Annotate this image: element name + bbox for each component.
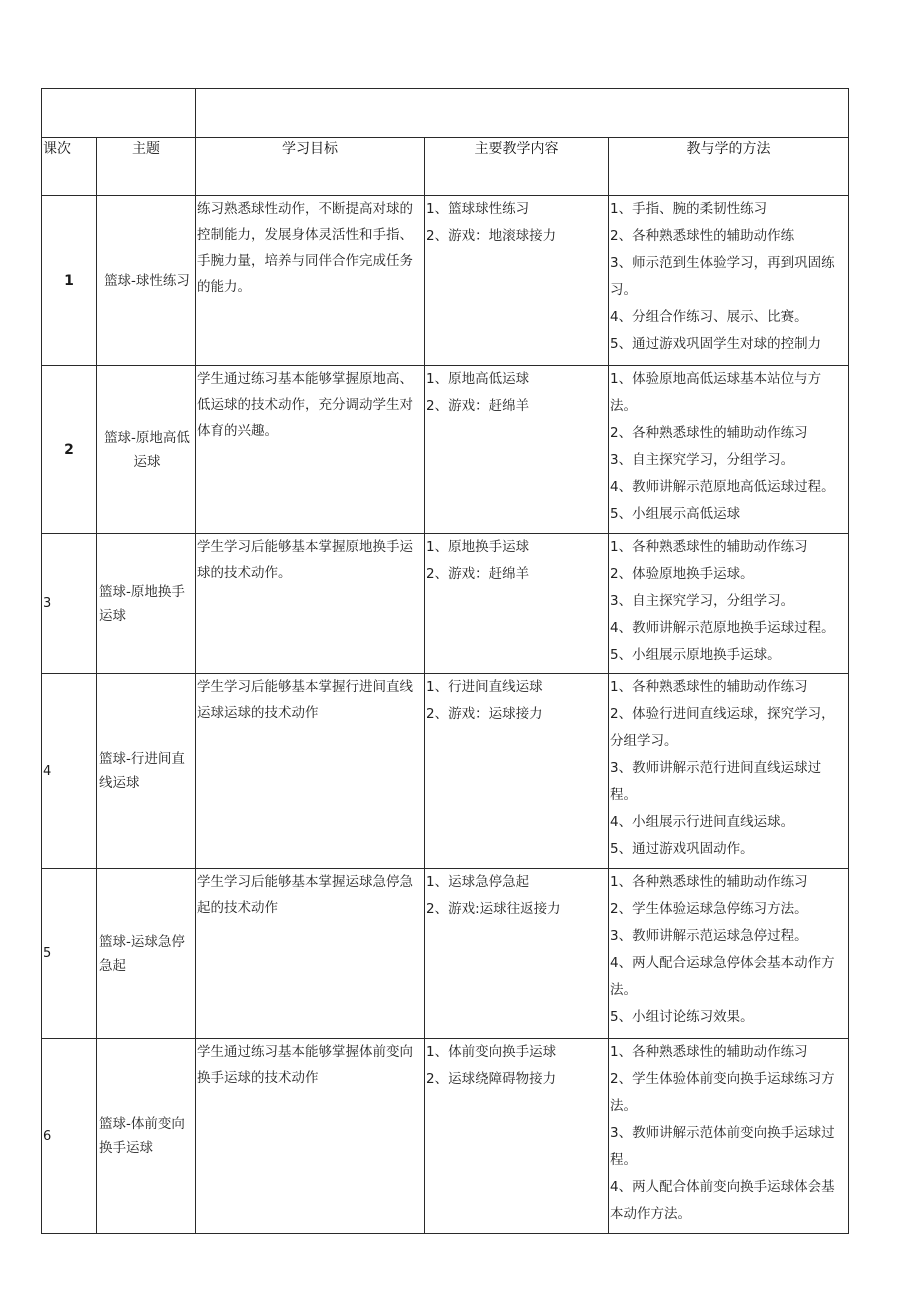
header-content: 主要教学内容 xyxy=(425,138,609,196)
teaching-method xyxy=(609,366,849,534)
method-item: 3、教师讲解示范运球急停过程。 xyxy=(610,928,808,944)
teaching-method xyxy=(609,534,849,674)
teaching-method xyxy=(609,196,849,366)
method-item: 2、体验原地换手运球。 xyxy=(610,566,754,582)
teaching-method xyxy=(609,1039,849,1234)
teaching-content xyxy=(425,534,609,674)
lesson-topic: 篮球-运球急停急起 xyxy=(97,869,196,1039)
method-item: 1、体验原地高低运球基本站位与方法。 xyxy=(610,371,822,414)
table-row xyxy=(42,534,849,674)
method-item: 4、分组合作练习、展示、比赛。 xyxy=(610,309,808,325)
table-row xyxy=(42,196,849,366)
lesson-number: 1 xyxy=(42,196,97,366)
content-item: 1、运球急停急起 xyxy=(426,874,530,890)
teaching-method xyxy=(609,869,849,1039)
lesson-number: 2 xyxy=(42,366,97,534)
table-row xyxy=(42,366,849,534)
header-goal: 学习目标 xyxy=(196,138,425,196)
content-item: 2、游戏：运球接力 xyxy=(426,706,543,722)
method-item: 4、小组展示行进间直线运球。 xyxy=(610,814,795,830)
content-item: 2、游戏：地滚球接力 xyxy=(426,228,557,244)
method-item: 5、通过游戏巩固学生对球的控制力 xyxy=(610,336,822,352)
table-row xyxy=(42,674,849,869)
learning-goal: 学生学习后能够基本掌握原地换手运球的技术动作。 xyxy=(196,534,425,674)
method-item: 2、学生体验体前变向换手运球练习方法。 xyxy=(610,1071,835,1114)
top-right-empty-cell xyxy=(196,89,849,138)
teaching-content xyxy=(425,196,609,366)
method-item: 5、小组展示原地换手运球。 xyxy=(610,647,781,663)
lesson-number: 6 xyxy=(42,1039,97,1234)
header-method: 教与学的方法 xyxy=(609,138,849,196)
lesson-number: 4 xyxy=(42,674,97,869)
table-body xyxy=(42,196,849,1234)
content-item: 1、体前变向换手运球 xyxy=(426,1044,557,1060)
lesson-number: 3 xyxy=(42,534,97,674)
method-item: 4、教师讲解示范原地换手运球过程。 xyxy=(610,620,835,636)
teaching-method xyxy=(609,674,849,869)
learning-goal: 学生通过练习基本能够掌握原地高、低运球的技术动作，充分调动学生对体育的兴趣。 xyxy=(196,366,425,534)
content-item: 2、游戏:运球往返接力 xyxy=(426,901,561,917)
table-top-row xyxy=(42,89,849,138)
content-item: 2、游戏：赶绵羊 xyxy=(426,398,530,414)
lesson-topic: 篮球-原地换手运球 xyxy=(97,534,196,674)
method-item: 2、体验行进间直线运球，探究学习，分组学习。 xyxy=(610,706,835,749)
method-item: 1、各种熟悉球性的辅助动作练习 xyxy=(610,1044,808,1060)
teaching-content xyxy=(425,869,609,1039)
learning-goal: 学生通过练习基本能够掌握体前变向换手运球的技术动作 xyxy=(196,1039,425,1234)
content-item: 2、游戏：赶绵羊 xyxy=(426,566,530,582)
header-topic: 主题 xyxy=(97,138,196,196)
lesson-topic: 篮球-行进间直线运球 xyxy=(97,674,196,869)
method-item: 5、小组讨论练习效果。 xyxy=(610,1009,754,1025)
table-row xyxy=(42,1039,849,1234)
lesson-topic: 篮球-原地高低运球 xyxy=(97,366,196,534)
lesson-plan-table xyxy=(41,88,849,1234)
table-row xyxy=(42,869,849,1039)
method-item: 4、两人配合体前变向换手运球体会基本动作方法。 xyxy=(610,1179,835,1222)
method-item: 5、通过游戏巩固动作。 xyxy=(610,841,754,857)
learning-goal: 学生学习后能够基本掌握运球急停急起的技术动作 xyxy=(196,869,425,1039)
teaching-content xyxy=(425,366,609,534)
lesson-topic: 篮球-球性练习 xyxy=(97,196,196,366)
method-item: 4、两人配合运球急停体会基本动作方法。 xyxy=(610,955,835,998)
method-item: 5、小组展示高低运球 xyxy=(610,506,741,522)
method-item: 4、教师讲解示范原地高低运球过程。 xyxy=(610,479,835,495)
method-item: 1、各种熟悉球性的辅助动作练习 xyxy=(610,539,808,555)
teaching-content xyxy=(425,1039,609,1234)
top-left-empty-cell xyxy=(42,89,196,138)
content-item: 1、行进间直线运球 xyxy=(426,679,543,695)
content-item: 1、原地高低运球 xyxy=(426,371,530,387)
method-item: 1、手指、腕的柔韧性练习 xyxy=(610,201,768,217)
content-item: 2、运球绕障碍物接力 xyxy=(426,1071,557,1087)
method-item: 3、教师讲解示范体前变向换手运球过程。 xyxy=(610,1125,835,1168)
method-item: 3、师示范到生体验学习，再到巩固练习。 xyxy=(610,255,835,298)
header-row xyxy=(42,138,849,196)
method-item: 2、学生体验运球急停练习方法。 xyxy=(610,901,808,917)
content-item: 1、篮球球性练习 xyxy=(426,201,530,217)
method-item: 2、各种熟悉球性的辅助动作练习 xyxy=(610,425,808,441)
method-item: 2、各种熟悉球性的辅助动作练 xyxy=(610,228,795,244)
method-item: 3、教师讲解示范行进间直线运球过程。 xyxy=(610,760,822,803)
lesson-number: 5 xyxy=(42,869,97,1039)
lesson-topic: 篮球-体前变向换手运球 xyxy=(97,1039,196,1234)
method-item: 3、自主探究学习，分组学习。 xyxy=(610,593,795,609)
content-item: 1、原地换手运球 xyxy=(426,539,530,555)
learning-goal: 学生学习后能够基本掌握行进间直线运球运球的技术动作 xyxy=(196,674,425,869)
teaching-content xyxy=(425,674,609,869)
learning-goal: 练习熟悉球性动作，不断提高对球的控制能力，发展身体灵活性和手指、手腕力量，培养与同伴合作完成任务的能力。 xyxy=(196,196,425,366)
method-item: 1、各种熟悉球性的辅助动作练习 xyxy=(610,874,808,890)
header-lesson: 课次 xyxy=(42,138,97,196)
method-item: 3、自主探究学习，分组学习。 xyxy=(610,452,795,468)
method-item: 1、各种熟悉球性的辅助动作练习 xyxy=(610,679,808,695)
